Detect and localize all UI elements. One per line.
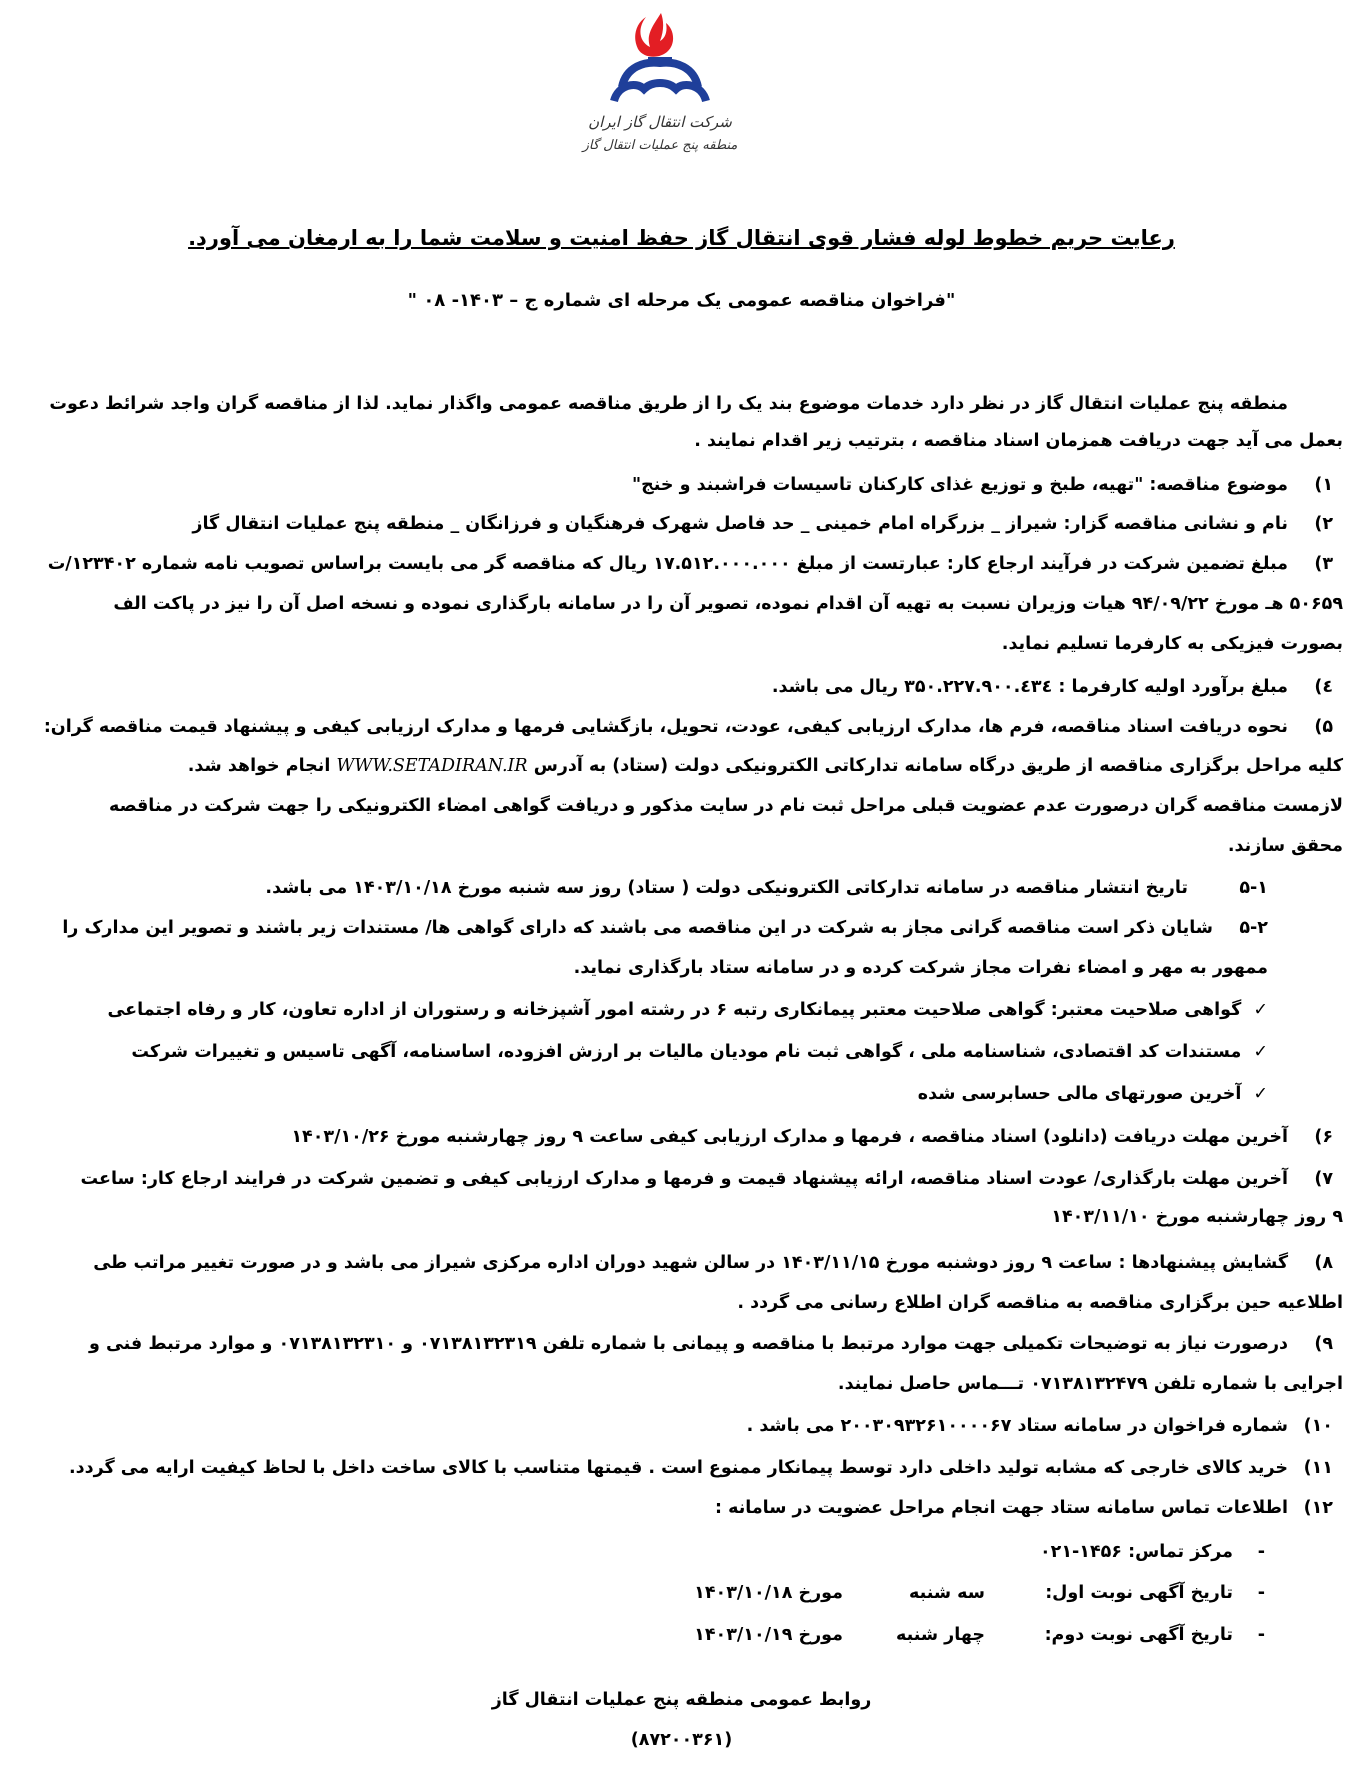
intro-line-1: منطقه پنج عملیات انتقال گاز در نظر دارد خدمات موضوع بند یک را از طریق مناقصه عمومی واگذار نماید. لذا از مناقصه گران واجد شرائط دعوت bbox=[49, 394, 1288, 414]
tender-title: "فراخوان مناقصه عمومی یک مرحله ای شماره ج – ۱۴۰۳- ۰۸ " bbox=[407, 290, 956, 311]
item-5-number: ۵) bbox=[1314, 717, 1333, 737]
item-5-1-text: تاریخ انتشار مناقصه در سامانه تدارکاتی الکترونیکی دولت ( ستاد) روز سه شنبه مورخ ۱۴۰۳/۱۰/۱۸ می باشد. bbox=[265, 878, 1188, 898]
checklist-item-text: مستندات کد اقتصادی، شناسنامه ملی ، گواهی ثبت نام مودیان مالیات بر ارزش افزوده، اساسنامه، آگهی تاسیس و تغییرات شرکت bbox=[131, 1042, 1242, 1062]
item-4-number: ٤) bbox=[1314, 677, 1333, 697]
item-3-line-1: مبلغ تضمین شرکت در فرآیند ارجاع کار: عبارتست از مبلغ ۱۷.۵۱۲.۰۰۰.۰۰۰ ریال که مناقصه گر می بایست براساس تصویب نامه شماره ۱۲۳۴۰۲/ت bbox=[47, 554, 1288, 574]
notice-code: (۸۷۲۰۰۳۶۱) bbox=[630, 1730, 733, 1750]
item-10-number: ۱۰) bbox=[1303, 1416, 1333, 1436]
item-12-number: ۱۲) bbox=[1303, 1498, 1333, 1518]
contact-dash: - bbox=[1257, 1625, 1265, 1645]
item-5-2-line-1: شایان ذکر است مناقصه گرانی مجاز به شرکت در این مناقصه می باشند که دارای گواهی ها/ مستندات زیر باشند و تصویر این مدارک را bbox=[62, 918, 1213, 938]
checklist-item bbox=[107, 997, 1268, 1023]
second-notice-date: مورخ ۱۴۰۳/۱۰/۱۹ bbox=[694, 1625, 843, 1645]
item-12-text: اطلاعات تماس سامانه ستاد جهت انجام مراحل عضویت در سامانه : bbox=[714, 1498, 1288, 1518]
item-5-line-2-post: انجام خواهد شد. bbox=[187, 756, 337, 776]
item-4-text: مبلغ برآورد اولیه کارفرما : ۳۵۰.۲۲۷.۹۰۰.٤۳٤ ریال می باشد. bbox=[771, 677, 1288, 697]
item-1-text: موضوع مناقصه: "تهیه، طبخ و توزیع غذای کارکنان تاسیسات فراشبند و خنج" bbox=[632, 475, 1288, 495]
check-mark-icon: ✓ bbox=[1253, 1084, 1268, 1104]
public-relations-signature: روابط عمومی منطقه پنج عملیات انتقال گاز bbox=[491, 1690, 872, 1710]
contact-dash: - bbox=[1257, 1542, 1265, 1562]
item-8-number: ۸) bbox=[1314, 1253, 1333, 1273]
second-notice-day: چهار شنبه bbox=[895, 1625, 985, 1645]
item-7-line-2: ۹ روز چهارشنبه مورخ ۱۴۰۳/۱۱/۱۰ bbox=[1051, 1207, 1343, 1227]
item-9-number: ۹) bbox=[1314, 1334, 1333, 1354]
item-11-number: ۱۱) bbox=[1303, 1458, 1333, 1478]
item-5-2-line-2: ممهور به مهر و امضاء نفرات مجاز شرکت کرده و در سامانه ستاد بارگذاری نماید. bbox=[573, 958, 1268, 978]
first-notice-date: مورخ ۱۴۰۳/۱۰/۱۸ bbox=[694, 1583, 843, 1603]
safety-slogan: رعایت حریم خطوط لوله فشار قوی انتقال گاز حفظ امنیت و سلامت شما را به ارمغان می آورد. bbox=[188, 226, 1175, 250]
logo-text-line2: منطقه پنج عملیات انتقال گاز bbox=[582, 138, 738, 153]
intro-line-2: بعمل می آید جهت دریافت همزمان اسناد مناقصه ، بترتیب زیر اقدام نمایند . bbox=[694, 431, 1343, 451]
setadiran-url-link[interactable]: WWW.SETADIRAN.IR bbox=[336, 756, 528, 776]
item-7-line-1: آخرین مهلت بارگذاری/ عودت اسناد مناقصه، ارائه پیشنهاد قیمت و فرمها و مدارک ارزیابی کیفی و تضمین شرکت در فرایند ارجاع کار: ساعت bbox=[80, 1169, 1288, 1189]
item-2-number: ۲) bbox=[1314, 514, 1333, 534]
item-8-line-2: اطلاعیه حین برگزاری مناقصه به مناقصه گران اطلاع رسانی می گردد . bbox=[737, 1293, 1343, 1313]
item-9-line-2: اجرایی با شماره تلفن ۰۷۱۳۸۱۳۲۴۷۹ تـــماس حاصل نمایند. bbox=[837, 1374, 1343, 1394]
first-notice-day: سه شنبه bbox=[908, 1583, 985, 1603]
contact-dash: - bbox=[1257, 1583, 1265, 1603]
item-6-text: آخرین مهلت دریافت (دانلود) اسناد مناقصه ، فرمها و مدارک ارزیابی کیفی ساعت ۹ روز چهارشنبه مورخ ۱۴۰۳/۱۰/۲۶ bbox=[291, 1127, 1288, 1147]
item-5-line-3: لازمست مناقصه گران درصورت عدم عضویت قبلی مراحل ثبت نام در سایت مذکور و دریافت گواهی امضاء الکترونیکی را جهت شرکت در مناقصه bbox=[108, 796, 1343, 816]
first-notice-label: تاریخ آگهی نوبت اول: bbox=[1045, 1583, 1233, 1603]
contact-center-label: مرکز تماس: ۱۴۵۶-۰۲۱ bbox=[1039, 1542, 1233, 1562]
second-notice-label: تاریخ آگهی نوبت دوم: bbox=[1044, 1625, 1233, 1645]
item-5-line-2 bbox=[188, 753, 1343, 779]
logo-text-line1: شرکت انتقال گاز ایران bbox=[588, 113, 732, 131]
checklist-item-text: آخرین صورتهای مالی حسابرسی شده bbox=[917, 1084, 1242, 1104]
check-mark-icon: ✓ bbox=[1253, 1000, 1268, 1020]
item-9-line-1: درصورت نیاز به توضیحات تکمیلی جهت موارد مرتبط با مناقصه و پیمانی با شماره تلفن ۰۷۱۳۸۱۳۲۳۱۹ و ۰۷۱۳۸۱۳۲۳۱۰ و موارد مرتبط فنی و bbox=[88, 1334, 1288, 1354]
item-5-2-number: ۵-۲ bbox=[1239, 918, 1268, 938]
item-10-text: شماره فراخوان در سامانه ستاد ۲۰۰۳۰۹۳۲۶۱۰۰۰۰۶۷ می باشد . bbox=[746, 1416, 1288, 1436]
item-7-number: ۷) bbox=[1314, 1169, 1333, 1189]
item-3-line-3: بصورت فیزیکی به کارفرما تسلیم نماید. bbox=[1001, 634, 1343, 654]
check-mark-icon: ✓ bbox=[1253, 1042, 1268, 1062]
item-5-line-2-pre: کلیه مراحل برگزاری مناقصه از طریق درگاه سامانه تدارکاتی الکترونیکی دولت (ستاد) به آدرس bbox=[527, 756, 1343, 776]
item-5-line-1: نحوه دریافت اسناد مناقصه، فرم ها، مدارک ارزیابی کیفی، عودت، تحویل، بازگشایی فرمها و مدارک ارزیابی کیفی و پیشنهاد قیمت مناقصه گران: bbox=[43, 717, 1288, 737]
item-6-number: ۶) bbox=[1314, 1127, 1333, 1147]
item-11-text: خرید کالای خارجی که مشابه تولید داخلی دارد توسط پیمانکار ممنوع است . قیمتها متناسب با کالای ساخت داخل با لحاظ کیفیت ارایه می گردد. bbox=[69, 1458, 1288, 1478]
item-8-line-1: گشایش پیشنهادها : ساعت ۹ روز دوشنبه مورخ ۱۴۰۳/۱۱/۱۵ در سالن شهید دوران اداره مرکزی شیراز می باشد و در صورت تغییر مراتب طی bbox=[93, 1253, 1288, 1273]
nigc-flame-logo-icon bbox=[560, 5, 760, 165]
item-3-number: ۳) bbox=[1314, 554, 1333, 574]
checklist-item bbox=[131, 1039, 1268, 1065]
item-5-1-number: ۵-۱ bbox=[1239, 878, 1268, 898]
checklist-item-text: گواهی صلاحیت معتبر: گواهی صلاحیت معتبر پیمانکاری رتبه ۶ در رشته امور آشپزخانه و رستوران از اداره تعاون، کار و رفاه اجتماعی bbox=[107, 1000, 1242, 1020]
item-2-text: نام و نشانی مناقصه گزار: شیراز _ بزرگراه امام خمینی _ حد فاصل شهرک فرهنگیان و فرزانگان _ منطقه پنج عملیات انتقال گاز bbox=[192, 514, 1288, 534]
item-5-line-4: محقق سازند. bbox=[1227, 836, 1343, 856]
checklist-item bbox=[918, 1081, 1268, 1107]
item-1-number: ۱) bbox=[1314, 475, 1333, 495]
item-3-line-2: ۵۰۶۵۹ هـ مورخ ۹۴/۰۹/۲۲ هیات وزیران نسبت به تهیه آن اقدام نموده، تصویر آن را در سامانه بارگذاری نموده و نسخه اصل آن را نیز در پاکت الف bbox=[113, 594, 1343, 614]
